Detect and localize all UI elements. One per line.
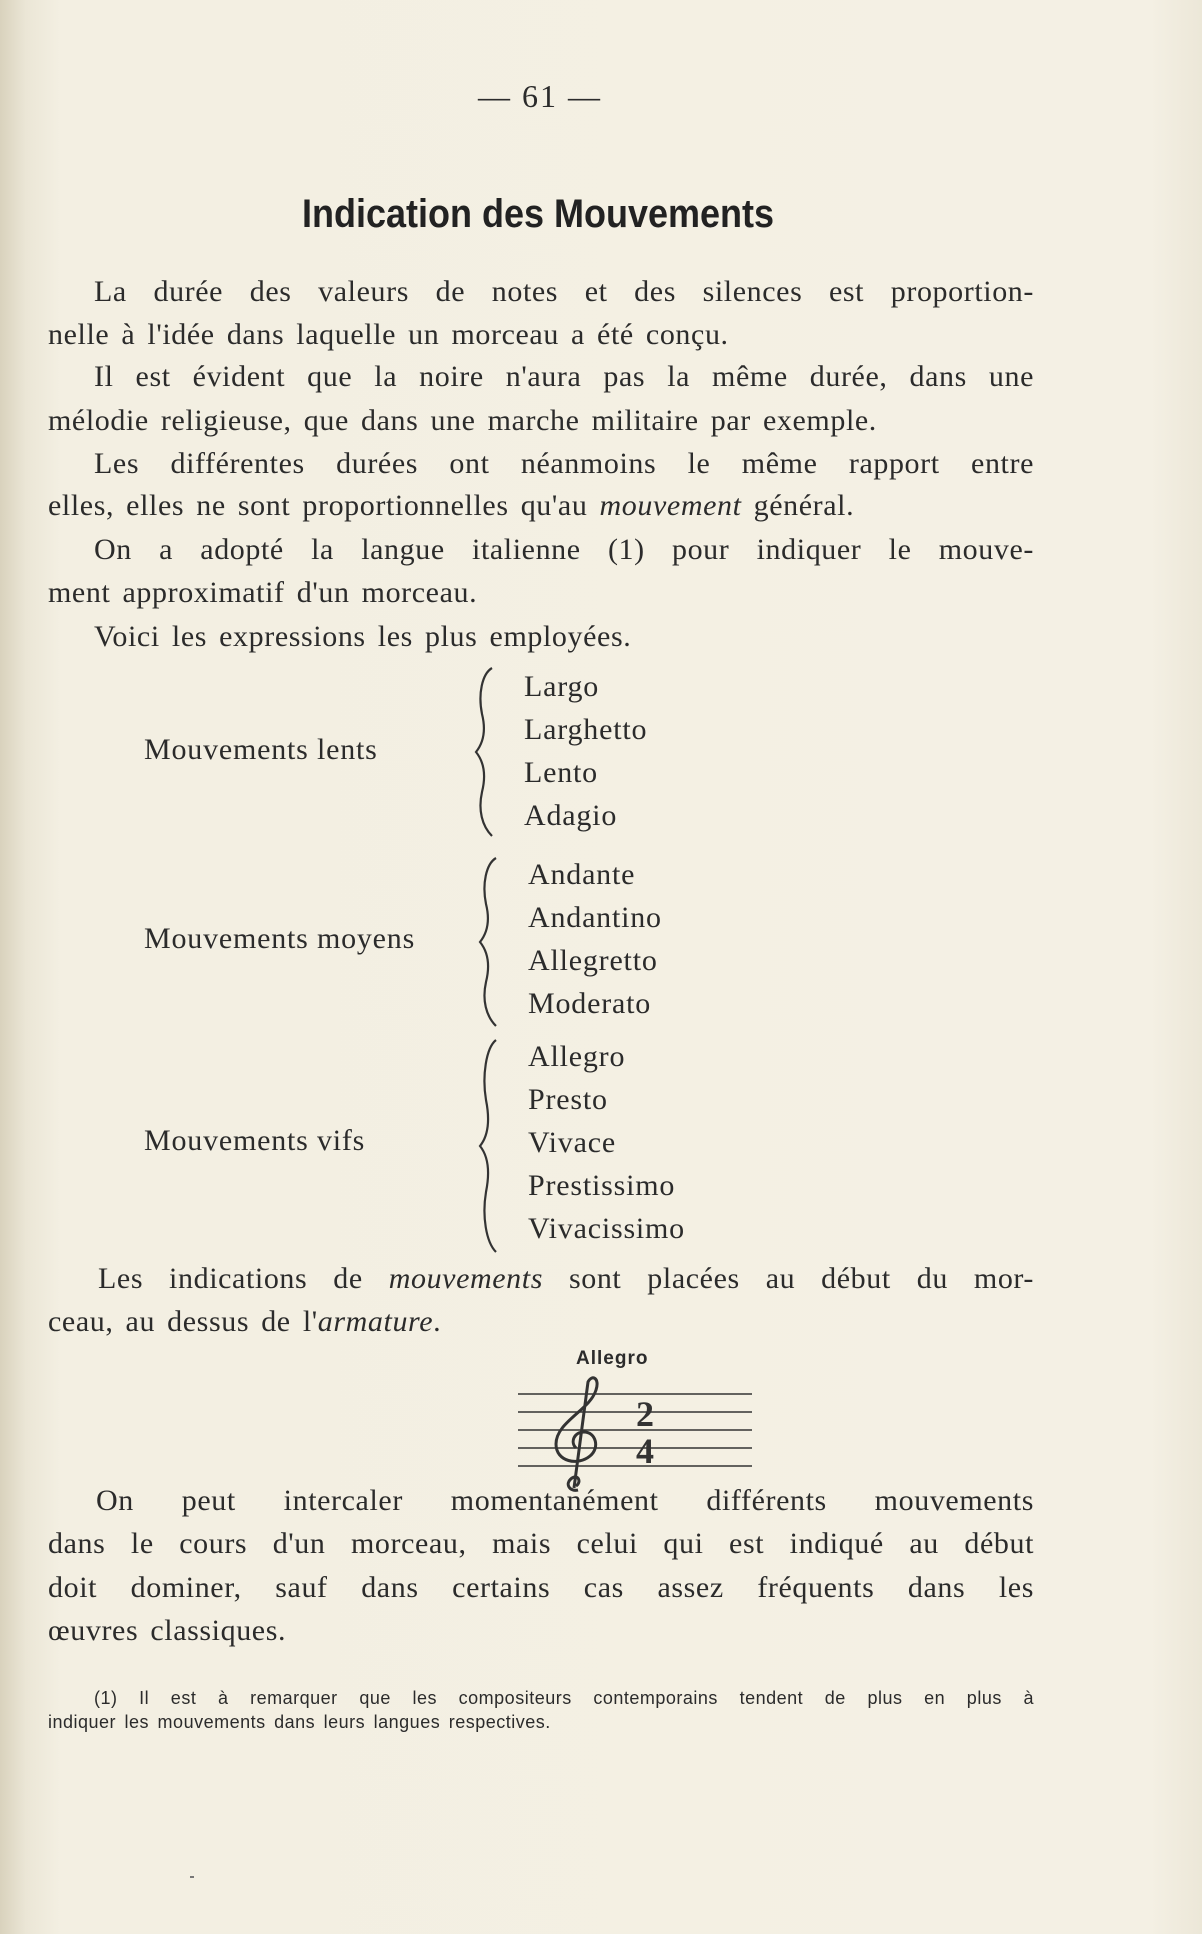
paragraph-6-line-2 bbox=[48, 1305, 441, 1339]
music-staff-example bbox=[516, 1376, 756, 1496]
paragraph-3-line-1: Les différentes durées ont néanmoins le même rapport entre bbox=[94, 447, 1034, 480]
page-title: Indication des Mouvements bbox=[301, 192, 775, 236]
time-signature-top: 2 bbox=[636, 1394, 654, 1434]
movement-larghetto: Larghetto bbox=[524, 713, 648, 746]
movement-moderato: Moderato bbox=[528, 987, 652, 1020]
paragraph-6-text-f: . bbox=[433, 1305, 442, 1338]
movement-allegretto: Allegretto bbox=[528, 944, 658, 977]
movement-allegro: Allegro bbox=[528, 1040, 626, 1073]
example-tempo: Allegro bbox=[576, 1348, 649, 1369]
paragraph-7-line-1: On peut intercaler momentanément différents mouvements bbox=[96, 1484, 1034, 1517]
paragraph-3-text-a: elles, elles ne sont proportionnelles qu'au bbox=[48, 489, 600, 522]
paragraph-3-line-2 bbox=[48, 489, 854, 523]
paragraph-1-line-1: La durée des valeurs de notes et des silences est proportion- bbox=[94, 275, 1034, 308]
paragraph-7-line-2: dans le cours d'un morceau, mais celui qui est indiqué au début bbox=[48, 1527, 1034, 1560]
paragraph-4-line-2: ment approximatif d'un morceau. bbox=[48, 576, 478, 609]
movement-adagio: Adagio bbox=[524, 799, 618, 832]
footnote-line-2: indiquer les mouvements dans leurs langues respectives. bbox=[48, 1712, 551, 1732]
page-speck bbox=[190, 1876, 194, 1878]
movement-vivacissimo: Vivacissimo bbox=[528, 1212, 685, 1245]
paragraph-3-emphasis: mouvement bbox=[599, 489, 742, 522]
staff-lines bbox=[518, 1394, 752, 1466]
brace-medium-icon bbox=[476, 854, 506, 1030]
time-signature-bottom: 4 bbox=[636, 1431, 654, 1471]
brace-slow-icon bbox=[472, 664, 502, 840]
paragraph-6-line-1 bbox=[98, 1262, 1034, 1296]
movement-lento: Lento bbox=[524, 756, 598, 789]
paragraph-2-line-2: mélodie religieuse, que dans une marche militaire par exemple. bbox=[48, 404, 877, 437]
movement-andantino: Andantino bbox=[528, 901, 662, 934]
paragraph-4-line-1: On a adopté la langue italienne (1) pour indiquer le mouve- bbox=[94, 533, 1034, 566]
movements-fast-label: Mouvements vifs bbox=[144, 1124, 366, 1157]
movement-largo: Largo bbox=[524, 670, 600, 703]
paragraph-1-line-2: nelle à l'idée dans laquelle un morceau a été conçu. bbox=[48, 318, 729, 351]
page-number: — 61 — bbox=[478, 78, 602, 114]
paragraph-5: Voici les expressions les plus employées. bbox=[94, 620, 632, 653]
movements-medium-label: Mouvements moyens bbox=[144, 922, 416, 955]
footnote-line-1: (1) Il est à remarquer que les compositeurs contemporains tendent de plus en plus à bbox=[94, 1688, 1034, 1708]
paragraph-6-emphasis-1: mouvements bbox=[388, 1262, 543, 1295]
movement-prestissimo: Prestissimo bbox=[528, 1169, 676, 1202]
paragraph-7-line-3: doit dominer, sauf dans certains cas assez fréquents dans les bbox=[48, 1571, 1034, 1604]
movement-vivace: Vivace bbox=[528, 1126, 616, 1159]
paragraph-6-text-d: ceau, au dessus de l' bbox=[48, 1305, 318, 1338]
paragraph-3-text-c: général. bbox=[741, 489, 855, 522]
movements-slow-label: Mouvements lents bbox=[144, 733, 378, 766]
paragraph-6-text-c: sont placées au début du mor- bbox=[543, 1262, 1034, 1295]
paragraph-2-line-1: Il est évident que la noire n'aura pas la même durée, dans une bbox=[94, 360, 1034, 393]
movement-andante: Andante bbox=[528, 858, 636, 891]
brace-fast-icon bbox=[476, 1036, 506, 1256]
movement-presto: Presto bbox=[528, 1083, 608, 1116]
paragraph-7-line-4: œuvres classiques. bbox=[48, 1614, 287, 1647]
paragraph-6-text-a: Les indications de bbox=[98, 1262, 389, 1295]
paragraph-6-emphasis-2: armature bbox=[317, 1305, 434, 1338]
